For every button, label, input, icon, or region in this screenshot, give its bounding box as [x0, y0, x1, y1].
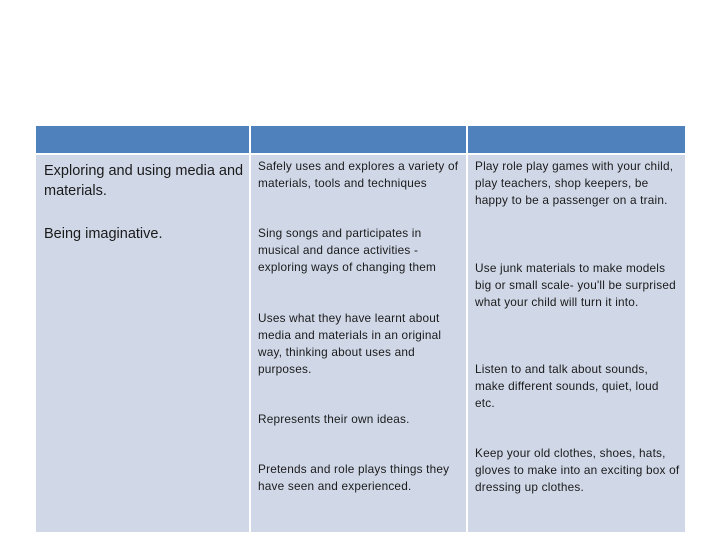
- area-exploring-media: Exploring and using media and materials.: [44, 163, 244, 199]
- development-statements-cell: [251, 155, 466, 532]
- statement-uses-learnt: Uses what they have learnt about media and materials in an original way, thinking about uses and purposes.: [258, 311, 442, 376]
- activity-junk-materials: Use junk materials to make models big or small scale- you'll be surprised what your child will turn it into.: [475, 261, 676, 309]
- statement-represents-ideas: Represents their own ideas.: [258, 412, 410, 426]
- area-of-learning-cell: [36, 155, 249, 532]
- header-cell-2: [251, 126, 466, 153]
- activity-sounds: Listen to and talk about sounds, make different sounds, quiet, loud etc.: [475, 362, 659, 410]
- statement-safely-uses: Safely uses and explores a variety of materials, tools and techniques: [258, 159, 459, 190]
- statement-sing-songs: Sing songs and participates in musical and dance activities - exploring ways of changing them: [258, 226, 437, 274]
- statement-pretends: Pretends and role plays things they have seen and experienced.: [258, 462, 450, 493]
- activity-role-play: Play role play games with your child, play teachers, shop keepers, be happy to be a passenger on a train.: [475, 159, 674, 207]
- activity-dressing-up: Keep your old clothes, shoes, hats, gloves to make into an exciting box of dressing up clothes.: [475, 446, 680, 494]
- header-cell-1: [36, 126, 249, 153]
- header-cell-3: [468, 126, 685, 153]
- area-being-imaginative: Being imaginative.: [44, 226, 163, 242]
- activity-table: [36, 126, 685, 532]
- home-activities-cell: [468, 155, 685, 532]
